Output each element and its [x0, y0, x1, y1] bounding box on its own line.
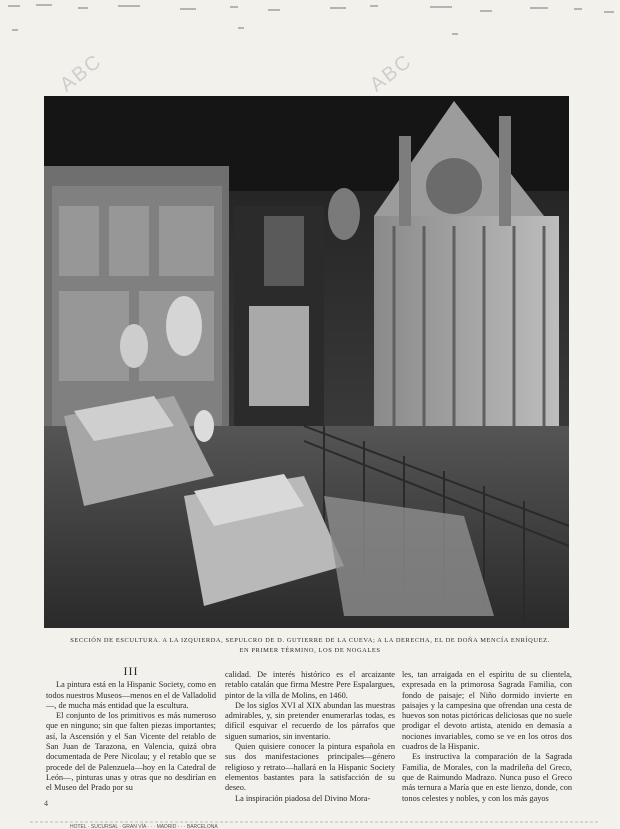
paragraph: les, tan arraigada en el espíritu de su clientela, expresada en la primorosa Sagrada Familia, con fondo de paisaje; el Niño dormido invierte en paisajes y la campesina que ofrendan una cesta de huevos son notas pictóricas deliciosas que no suele prodigar el devoto artista, atenido en demasía a nociones invariables, como se ve en los otros dos cuadros de la Hispanic.	[402, 670, 572, 752]
section-number: III	[123, 664, 139, 678]
bottom-strip	[30, 820, 600, 829]
photo-caption	[44, 636, 576, 656]
watermark-abc: ABC	[55, 49, 107, 97]
paragraph: calidad. De interés histórico es el arcaizante retablo catalán que firma Mestre Pere Espalargues, pintor de la villa de Molins, en 1460.	[225, 670, 395, 700]
caption-line-2: EN PRIMER TÉRMINO, LOS DE NOGALES	[239, 647, 381, 654]
paragraph: De los siglos XVI al XIX abundan las muestras admirables, y, sin pretender enumerarlas todas, es difícil esquivar el recuerdo de los párrafos que siguen sumarios, sin inventario.	[225, 700, 395, 741]
paragraph: El conjunto de los primitivos es más numeroso que en ninguno; sin que falten piezas importantes; así, la Ascensión y el San Vicente del retablo de San Juan de Tarazona, en Valencia, quizá obra documentada de Pere Nicolau; y el retablo que se procede del de Palenzuela—hoy en la Catedral de León—, pinturas unas y otras que no desdirían en el Museo del Prado por su	[46, 711, 216, 793]
text-column-1	[46, 666, 216, 794]
sculpture-hall-photo	[44, 96, 569, 628]
scan-noise-top	[0, 0, 620, 40]
paragraph: La pintura está en la Hispanic Society, como en todos nuestros Museos—menos en el de Valladolid—, de mucha más entidad que la escultura.	[46, 680, 216, 710]
watermark-abc: ABC	[365, 49, 417, 97]
page-folio: 4	[44, 799, 48, 808]
paragraph: Quien quisiere conocer la pintura española en sus dos manifestaciones principales—género religioso y retrato—hallará en la Hispanic Society elementos bastantes para la satisfacción de su deseo.	[225, 742, 395, 793]
caption-line-1: SECCIÓN DE ESCULTURA. A LA IZQUIERDA, SEPULCRO DE D. GUTIERRE DE LA CUEVA; A LA DERECHA, EL DE DOÑA MENCÍA ENRÍQUEZ.	[70, 637, 550, 644]
photo-illustration	[44, 96, 569, 628]
text-column-3	[402, 670, 572, 804]
paragraph: La inspiración piadosa del Divino Mora-	[235, 793, 371, 803]
text-column-2	[225, 670, 395, 804]
bottom-strip-text: HOTEL · SUCURSAL · GRAN VÍA · · · MADRID · · · BARCELONA	[70, 824, 218, 829]
paragraph: Es instructiva la comparación de la Sagrada Familia, de Morales, con la madrileña del Greco, que de Raimundo Madrazo. Nunca puso el Greco más ternura a María que en este lienzo, donde, con tonos celestes y nobles, y con los más gayos	[402, 752, 572, 803]
